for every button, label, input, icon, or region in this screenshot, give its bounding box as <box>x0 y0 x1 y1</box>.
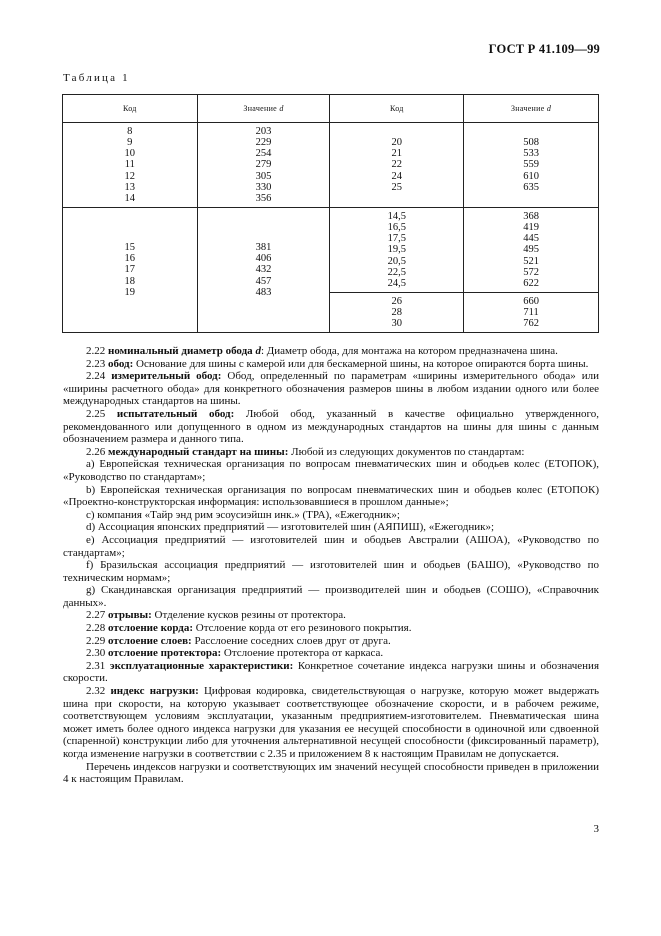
clause-text: Отслоение протектора от каркаса. <box>221 647 384 660</box>
table-cell-value: 635 <box>523 181 539 193</box>
value-list <box>198 126 330 204</box>
table-cell-value: 495 <box>523 244 539 256</box>
clause-number: 2.24 <box>86 370 112 383</box>
data-table <box>62 94 599 333</box>
clause-number: 2.25 <box>86 407 117 420</box>
clause-text: b) Европейская техническая организация по вопросам пневматических шин и ободьев колес (ЕТОПОК) «Проектно-конструкторская информация: использовавшиеся в прошлом данные»; <box>63 483 599 509</box>
table-cell-value: 508 <box>523 137 539 149</box>
code-list <box>330 137 463 192</box>
paragraph <box>63 660 599 685</box>
code-list <box>63 242 197 297</box>
paragraph <box>63 408 599 446</box>
paragraph <box>63 584 599 609</box>
body-text <box>63 345 600 786</box>
clause-term: отрывы: <box>108 609 152 622</box>
group2-left-codes <box>63 208 198 333</box>
clause-text: Основание для шины с камерой или для бескамерной шины, на которое опираются борта шины. <box>133 357 589 370</box>
table-cell-value: 14,5 <box>387 211 406 223</box>
clause-number: 2.30 <box>86 647 108 660</box>
clause-text: a) Европейская техническая организация по вопросам пневматических шин и ободьев колес (ЕТОПОК), «Руководство по стандартам»; <box>63 458 599 483</box>
clause-number: 2.32 <box>86 685 111 698</box>
table-cell-value: 254 <box>255 148 272 160</box>
document-header: ГОСТ Р 41.109—99 <box>488 42 600 56</box>
paragraph <box>63 761 599 786</box>
paragraph <box>63 635 599 648</box>
paragraph <box>63 509 599 522</box>
table-cell-value: 17 <box>124 264 136 276</box>
table-cell-value: 521 <box>523 255 539 267</box>
symbol-d: d <box>546 104 552 113</box>
table-cell-value: 572 <box>523 266 539 278</box>
clause-number: 2.28 <box>86 622 108 635</box>
table-cell-value: 711 <box>523 306 539 318</box>
clause-text: : Диаметр обода, для монтажа на котором предназначена шина. <box>260 345 558 357</box>
table-cell-value: 432 <box>255 264 272 276</box>
table-cell-value: 445 <box>523 233 539 245</box>
code-list <box>330 296 463 329</box>
table-cell-value: 10 <box>124 148 136 160</box>
clause-term: отслоение протектора: <box>108 647 222 660</box>
paragraph <box>63 559 599 584</box>
clause-term: измерительный обод: <box>111 370 222 383</box>
group1-left-values <box>197 123 330 208</box>
value-list <box>464 137 598 192</box>
table-cell-value: 19 <box>124 286 136 298</box>
table-cell-value: 610 <box>523 170 539 182</box>
table-cell-value: 24 <box>391 170 403 182</box>
header-value-1 <box>197 95 330 123</box>
table-cell-value: 19,5 <box>387 244 406 256</box>
paragraph <box>63 458 599 483</box>
table-cell-value: 622 <box>523 277 539 289</box>
clause-number: 2.22 <box>86 345 108 357</box>
table-cell-value: 9 <box>127 137 133 149</box>
table-cell-value: 368 <box>523 211 539 223</box>
clause-term: индекс нагрузки: <box>110 685 199 698</box>
clause-term: международный стандарт на шины: <box>108 445 289 458</box>
clause-term: отслоение слоев: <box>108 634 192 647</box>
group2-right-codes-a <box>330 208 464 293</box>
clause-number: 2.26 <box>86 445 108 458</box>
paragraph <box>63 345 599 358</box>
clause-text: Расслоение соседних слоев друг от друга. <box>191 634 391 647</box>
table-cell-value: 22 <box>391 159 403 171</box>
clause-text: c) компания «Тайр энд рим эсоусиэйшн инк.» (ТРА), «Ежегодник»; <box>86 508 400 521</box>
table-cell-value: 18 <box>124 275 136 287</box>
table-cell-value: 419 <box>523 222 539 234</box>
paragraph <box>63 484 599 509</box>
paragraph <box>63 521 599 534</box>
table-cell-value: 406 <box>255 253 272 265</box>
clause-text: f) Бразильская ассоциация предприятий — изготовителей шин и ободьев (БАШО), «Руководство по техническим нормам»; <box>63 559 599 584</box>
table-cell-value: 25 <box>391 181 403 193</box>
table-cell-value: 22,5 <box>387 266 406 278</box>
clause-text: Цифровая кодировка, свидетельствующая о нагрузке, которую может выдержать шина при скорости, на которую указывает соответствующее обозначение скорости, и в рабочем режиме, соответствующем условиям эксплуатации, указанным предприятием-изготовителем. Пневматическая шина может иметь более одного индекса нагрузки для указания ее несущей способности в одиночной или сдвоенной (спаренной) конструкции либо для уточнения альтернативной несущей способности (фиксированный параметр), когда изменение нагрузки в соответствии с 2.35 и приложением 8 к настоящим Правилам не допускается. <box>63 685 600 760</box>
paragraph <box>63 446 599 459</box>
group1-left-codes <box>63 123 198 208</box>
code-list <box>330 211 463 289</box>
table-cell-value: 457 <box>255 275 272 287</box>
table-cell-value: 17,5 <box>387 233 406 245</box>
header-value-1-text: Значение d <box>243 104 284 113</box>
table-cell-value: 26 <box>391 295 403 307</box>
table-cell-value: 229 <box>255 137 272 149</box>
table-cell-value: 20,5 <box>387 255 406 267</box>
header-code-2: Код <box>330 95 464 123</box>
clause-term: обод: <box>108 357 134 370</box>
group2-left-values <box>197 208 330 333</box>
clause-text: Отслоение корда от его резинового покрытия. <box>193 622 412 635</box>
clause-text: Конкретное сочетание индекса нагрузки шины и обозначения скорости. <box>63 659 600 685</box>
table-cell-value: 305 <box>255 170 272 182</box>
table-cell-value: 559 <box>523 159 539 171</box>
clause-number: 2.23 <box>86 357 108 370</box>
clause-text: Отделение кусков резины от протектора. <box>151 609 346 622</box>
paragraph <box>63 609 599 622</box>
group2-right-codes-b <box>330 293 464 333</box>
value-list <box>464 211 598 289</box>
table-cell-value: 483 <box>255 286 272 298</box>
header-code-1: Код <box>63 95 198 123</box>
value-list <box>198 242 330 297</box>
clause-text: Любой из следующих документов по стандартам: <box>288 445 525 458</box>
paragraph <box>63 685 599 761</box>
page-number: 3 <box>593 823 599 835</box>
table-cell-value: 203 <box>255 126 272 138</box>
value-list <box>464 296 598 329</box>
table-cell-value: 15 <box>124 242 136 254</box>
paragraph <box>63 358 599 371</box>
group2-right-values-a <box>464 208 599 293</box>
table-cell-value: 330 <box>255 181 272 193</box>
clause-number: 2.31 <box>86 659 110 672</box>
header-value-2-text: Значение d <box>510 104 552 113</box>
table-cell-value: 13 <box>124 181 136 193</box>
table-cell-value: 660 <box>523 295 539 307</box>
table-cell-value: 28 <box>391 306 403 318</box>
clause-term: номинальный диаметр обода d <box>108 345 261 357</box>
table-cell-value: 21 <box>391 148 403 160</box>
table-cell-value: 16 <box>124 253 136 265</box>
clause-text: Обод, определенный по параметрам «ширины измерительного обода» или «ширины расчетного обода» для конкретного обозначения размеров шины в любом издании одного или более международных стандартов на шины. <box>63 370 600 408</box>
clause-text: Перечень индексов нагрузки и соответствующих им значений несущей способности приведен в приложении 4 к настоящим Правилам. <box>63 760 599 786</box>
table-caption: Таблица 1 <box>63 72 130 84</box>
table-cell-value: 8 <box>127 126 133 138</box>
paragraph <box>63 622 599 635</box>
table-cell-value: 24,5 <box>387 277 406 289</box>
clause-number: 2.27 <box>86 609 108 622</box>
group1-right-codes <box>330 123 464 208</box>
clause-text: d) Ассоциация японских предприятий — изготовителей шин (АЯПИШ), «Ежегодник»; <box>86 521 495 534</box>
clause-text: e) Ассоциация предприятий — изготовителей шин и ободьев Австралии (АШОА), «Руководство по стандартам»; <box>63 533 599 559</box>
paragraph <box>63 647 599 660</box>
symbol-d: d <box>279 104 284 113</box>
clause-term: испытательный обод: <box>116 407 235 420</box>
table-cell-value: 14 <box>124 192 136 204</box>
table-cell-value: 279 <box>255 159 272 171</box>
table-cell-value: 356 <box>255 192 272 204</box>
group1-right-values <box>464 123 599 208</box>
table-cell-value: 381 <box>255 242 272 254</box>
clause-text: g) Скандинавская организация предприятий — производителей шин и ободьев (СОШО), «Справочник данных». <box>63 584 599 609</box>
group2-right-values-b <box>464 293 599 333</box>
table-cell-value: 11 <box>124 159 135 171</box>
clause-term: эксплуатационные характеристики: <box>109 659 294 672</box>
table-cell-value: 762 <box>523 318 539 330</box>
code-list <box>63 126 197 204</box>
paragraph <box>63 370 599 408</box>
clause-number: 2.29 <box>86 634 108 647</box>
clause-text: Любой обод, указанный в качестве официально утвержденного, рекомендованного или допущенного в одном из международных стандартов на шины для шины с данным обозначением размера и данного типа. <box>63 407 599 446</box>
table-cell-value: 533 <box>523 148 539 160</box>
table-cell-value: 16,5 <box>387 222 406 234</box>
table-cell-value: 20 <box>391 137 403 149</box>
table-cell-value: 12 <box>124 170 136 182</box>
table-cell-value: 30 <box>391 318 403 330</box>
paragraph <box>63 534 599 559</box>
clause-term: отслоение корда: <box>108 622 194 635</box>
header-value-2 <box>464 95 599 123</box>
